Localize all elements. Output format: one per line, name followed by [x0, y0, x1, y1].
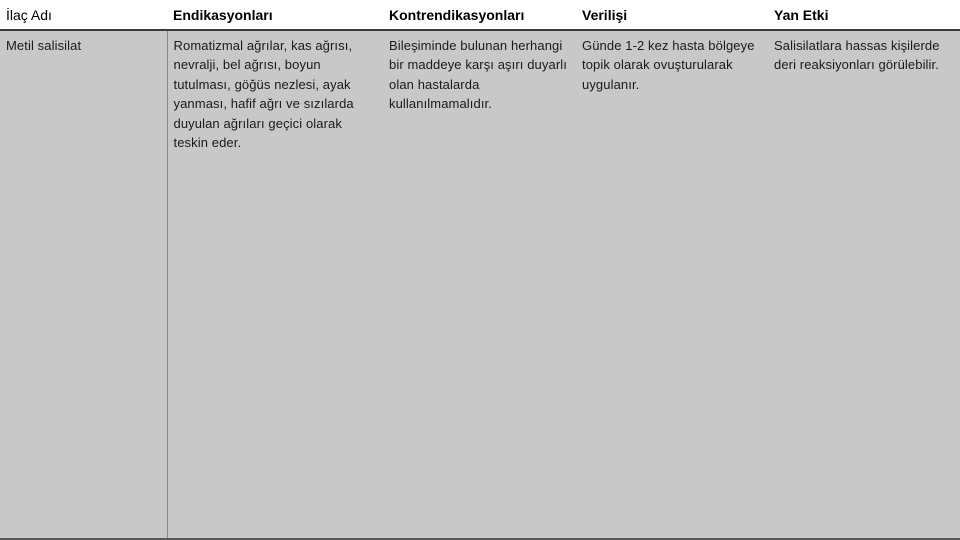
table-header	[0, 0, 960, 30]
header-drug-name: İlaç Adı	[0, 0, 167, 30]
header-row	[0, 0, 960, 30]
cell-contraindications: Bileşiminde bulunan herhangi bir maddeye karşı aşırı duyarlı olan hastalarda kullanılmamalıdır.	[383, 30, 576, 540]
header-contraindications: Kontrendikasyonları	[383, 0, 576, 30]
header-administration: Verilişi	[576, 0, 768, 30]
table-row	[0, 30, 960, 540]
cell-side-effects: Salisilatlara hassas kişilerde deri reaksiyonları görülebilir.	[768, 30, 960, 540]
header-side-effects: Yan Etki	[768, 0, 960, 30]
table-body	[0, 30, 960, 540]
cell-indications: Romatizmal ağrılar, kas ağrısı, nevralji, bel ağrısı, boyun tutulması, göğüs nezlesi, ayak yanması, hafif ağrı ve sızılarda duyulan ağrıları geçici olarak teskin eder.	[167, 30, 383, 540]
cell-administration: Günde 1-2 kez hasta bölgeye topik olarak ovuşturularak uygulanır.	[576, 30, 768, 540]
cell-drug-name: Metil salisilat	[0, 30, 167, 540]
header-indications: Endikasyonları	[167, 0, 383, 30]
